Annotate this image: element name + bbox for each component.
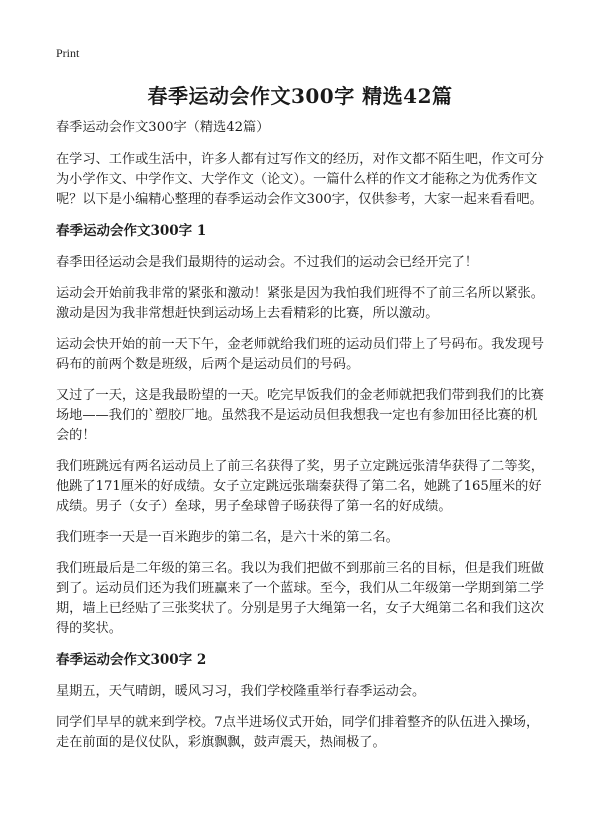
paragraph: 星期五，天气晴朗，暖风习习，我们学校隆重举行春季运动会。: [56, 684, 426, 699]
paragraph: 运动会快开始的前一天下午，金老师就给我们班的运动员们带上了号码布。我发现号码布的前两个数是班级，后两个是运动员们的号码。: [56, 337, 544, 372]
intro-paragraph: 在学习、工作或生活中，许多人都有过写作文的经历，对作文都不陌生吧，作文可分为小学作文、中学作文、大学作文（论文）。一篇什么样的作文才能称之为优秀作文呢？以下是小编精心整理的春季运动会作文300字，仅供参考，大家一起来看看吧。: [56, 152, 544, 207]
paragraph: 我们班最后是二年级的第三名。我以为我们把做不到那前三名的目标，但是我们班做到了。运动员们还为我们班赢来了一个蓝球。至今，我们从二年级第一学期到第二学期，墙上已经贴了三张奖状了。分别是男子大绳第一名，女子大绳第二名和我们这次得的奖状。: [56, 561, 544, 636]
paragraph: 又过了一天，这是我最盼望的一天。吃完早饭我们的金老师就把我们带到我们的比赛场地——我们的`塑胶厂地。虽然我不是运动员但我想我一定也有参加田径比赛的机会的！: [56, 388, 544, 443]
article-body: [56, 118, 546, 764]
print-link[interactable]: Print: [56, 46, 80, 60]
page-title: 春季运动会作文300字 精选42篇: [147, 84, 453, 108]
paragraph: 春季田径运动会是我们最期待的运动会。不过我们的运动会已经开完了！: [56, 255, 478, 270]
section-heading-1: 春季运动会作文300字 1: [56, 223, 207, 239]
paragraph: 运动会开始前我非常的紧张和激动！紧张是因为我怕我们班得不了前三名所以紧张。激动是因为我非常想赶快到运动场上去看精彩的比赛，所以激动。: [56, 286, 544, 321]
article-subtitle: 春季运动会作文300字（精选42篇）: [56, 120, 270, 135]
section-heading-2: 春季运动会作文300字 2: [56, 652, 207, 668]
paragraph: 我们班跳远有两名运动员上了前三名获得了奖，男子立定跳远张清华获得了二等奖，他跳了171厘米的好成绩。女子立定跳远张瑞秦获得了第二名，她跳了165厘米的好成绩。男子（女子）垒球，男子垒球曾子旸获得了第一名的好成绩。: [56, 459, 544, 514]
paragraph: 我们班李一天是一百米跑步的第二名，是六十米的第二名。: [56, 530, 399, 545]
paragraph: 同学们早早的就来到学校。7点半进场仪式开始，同学们排着整齐的队伍进入操场，走在前面的是仪仗队，彩旗飘飘，鼓声震天，热闹极了。: [56, 715, 540, 750]
